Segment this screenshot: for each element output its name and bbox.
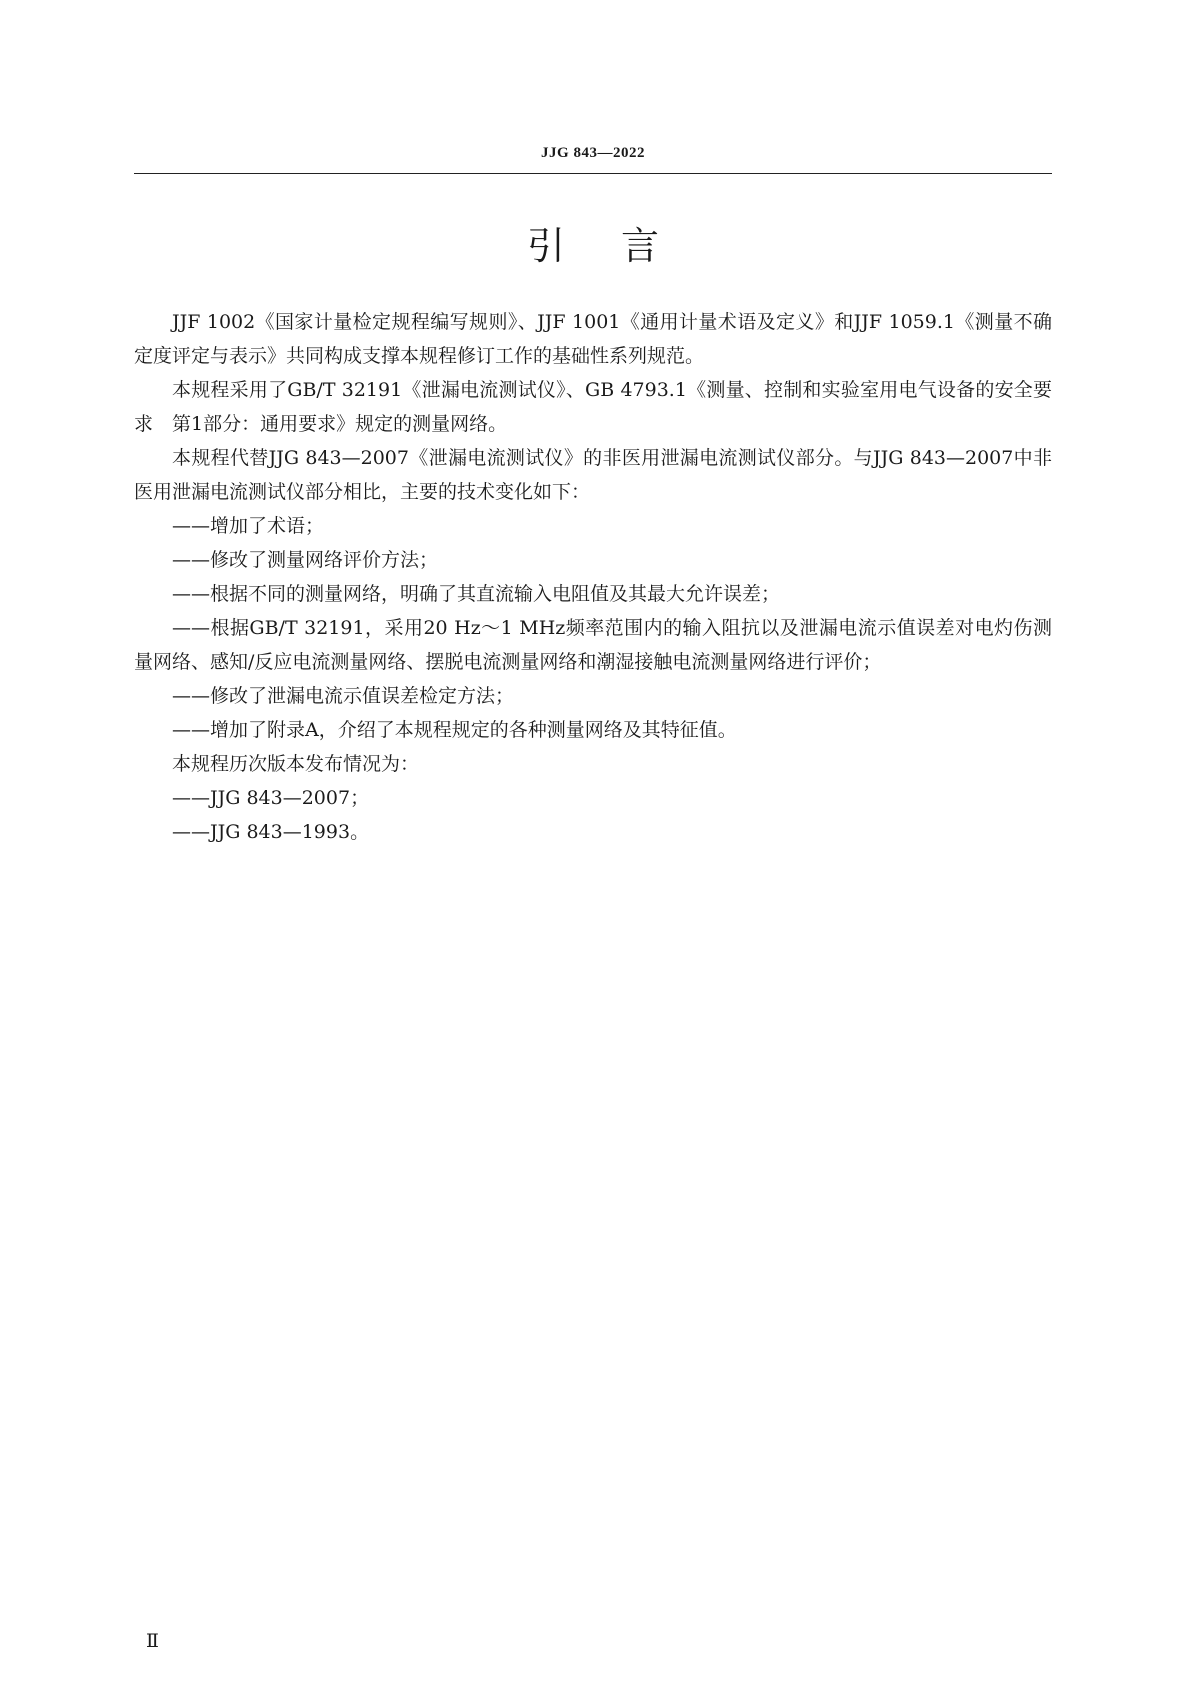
change-item: ——修改了泄漏电流示值误差检定方法；	[172, 685, 515, 707]
change-item: ——修改了测量网络评价方法；	[172, 549, 439, 571]
change-item: ——增加了附录A，介绍了本规程规定的各种测量网络及其特征值。	[172, 719, 737, 741]
header-rule	[134, 173, 1052, 174]
running-header: JJG 843—2022	[541, 145, 645, 161]
paragraph: 本规程代替JJG 843—2007《泄漏电流测试仪》的非医用泄漏电流测试仪部分。与JJG 843—2007中非医用泄漏电流测试仪部分相比，主要的技术变化如下：	[134, 447, 1052, 503]
section-body	[134, 305, 1052, 849]
page-number: Ⅱ	[146, 1631, 159, 1652]
history-item: ——JJG 843—1993。	[172, 821, 370, 843]
change-item: ——根据GB/T 32191，采用20 Hz～1 MHz频率范围内的输入阻抗以及泄漏电流示值误差对电灼伤测量网络、感知/反应电流测量网络、摆脱电流测量网络和潮湿接触电流测量网络进行评价；	[134, 617, 1052, 673]
change-item: ——增加了术语；	[172, 515, 325, 537]
paragraph: JJF 1002《国家计量检定规程编写规则》、JJF 1001《通用计量术语及定义》和JJF 1059.1《测量不确定度评定与表示》共同构成支撑本规程修订工作的基础性系列规范。	[134, 311, 1052, 367]
history-intro: 本规程历次版本发布情况为：	[172, 753, 420, 775]
history-item: ——JJG 843—2007；	[172, 787, 370, 809]
change-item: ——根据不同的测量网络，明确了其直流输入电阻值及其最大允许误差；	[172, 583, 781, 605]
paragraph: 本规程采用了GB/T 32191《泄漏电流测试仪》、GB 4793.1《测量、控制和实验室用电气设备的安全要求 第1部分：通用要求》规定的测量网络。	[134, 379, 1052, 435]
section-title: 引言	[526, 224, 715, 268]
